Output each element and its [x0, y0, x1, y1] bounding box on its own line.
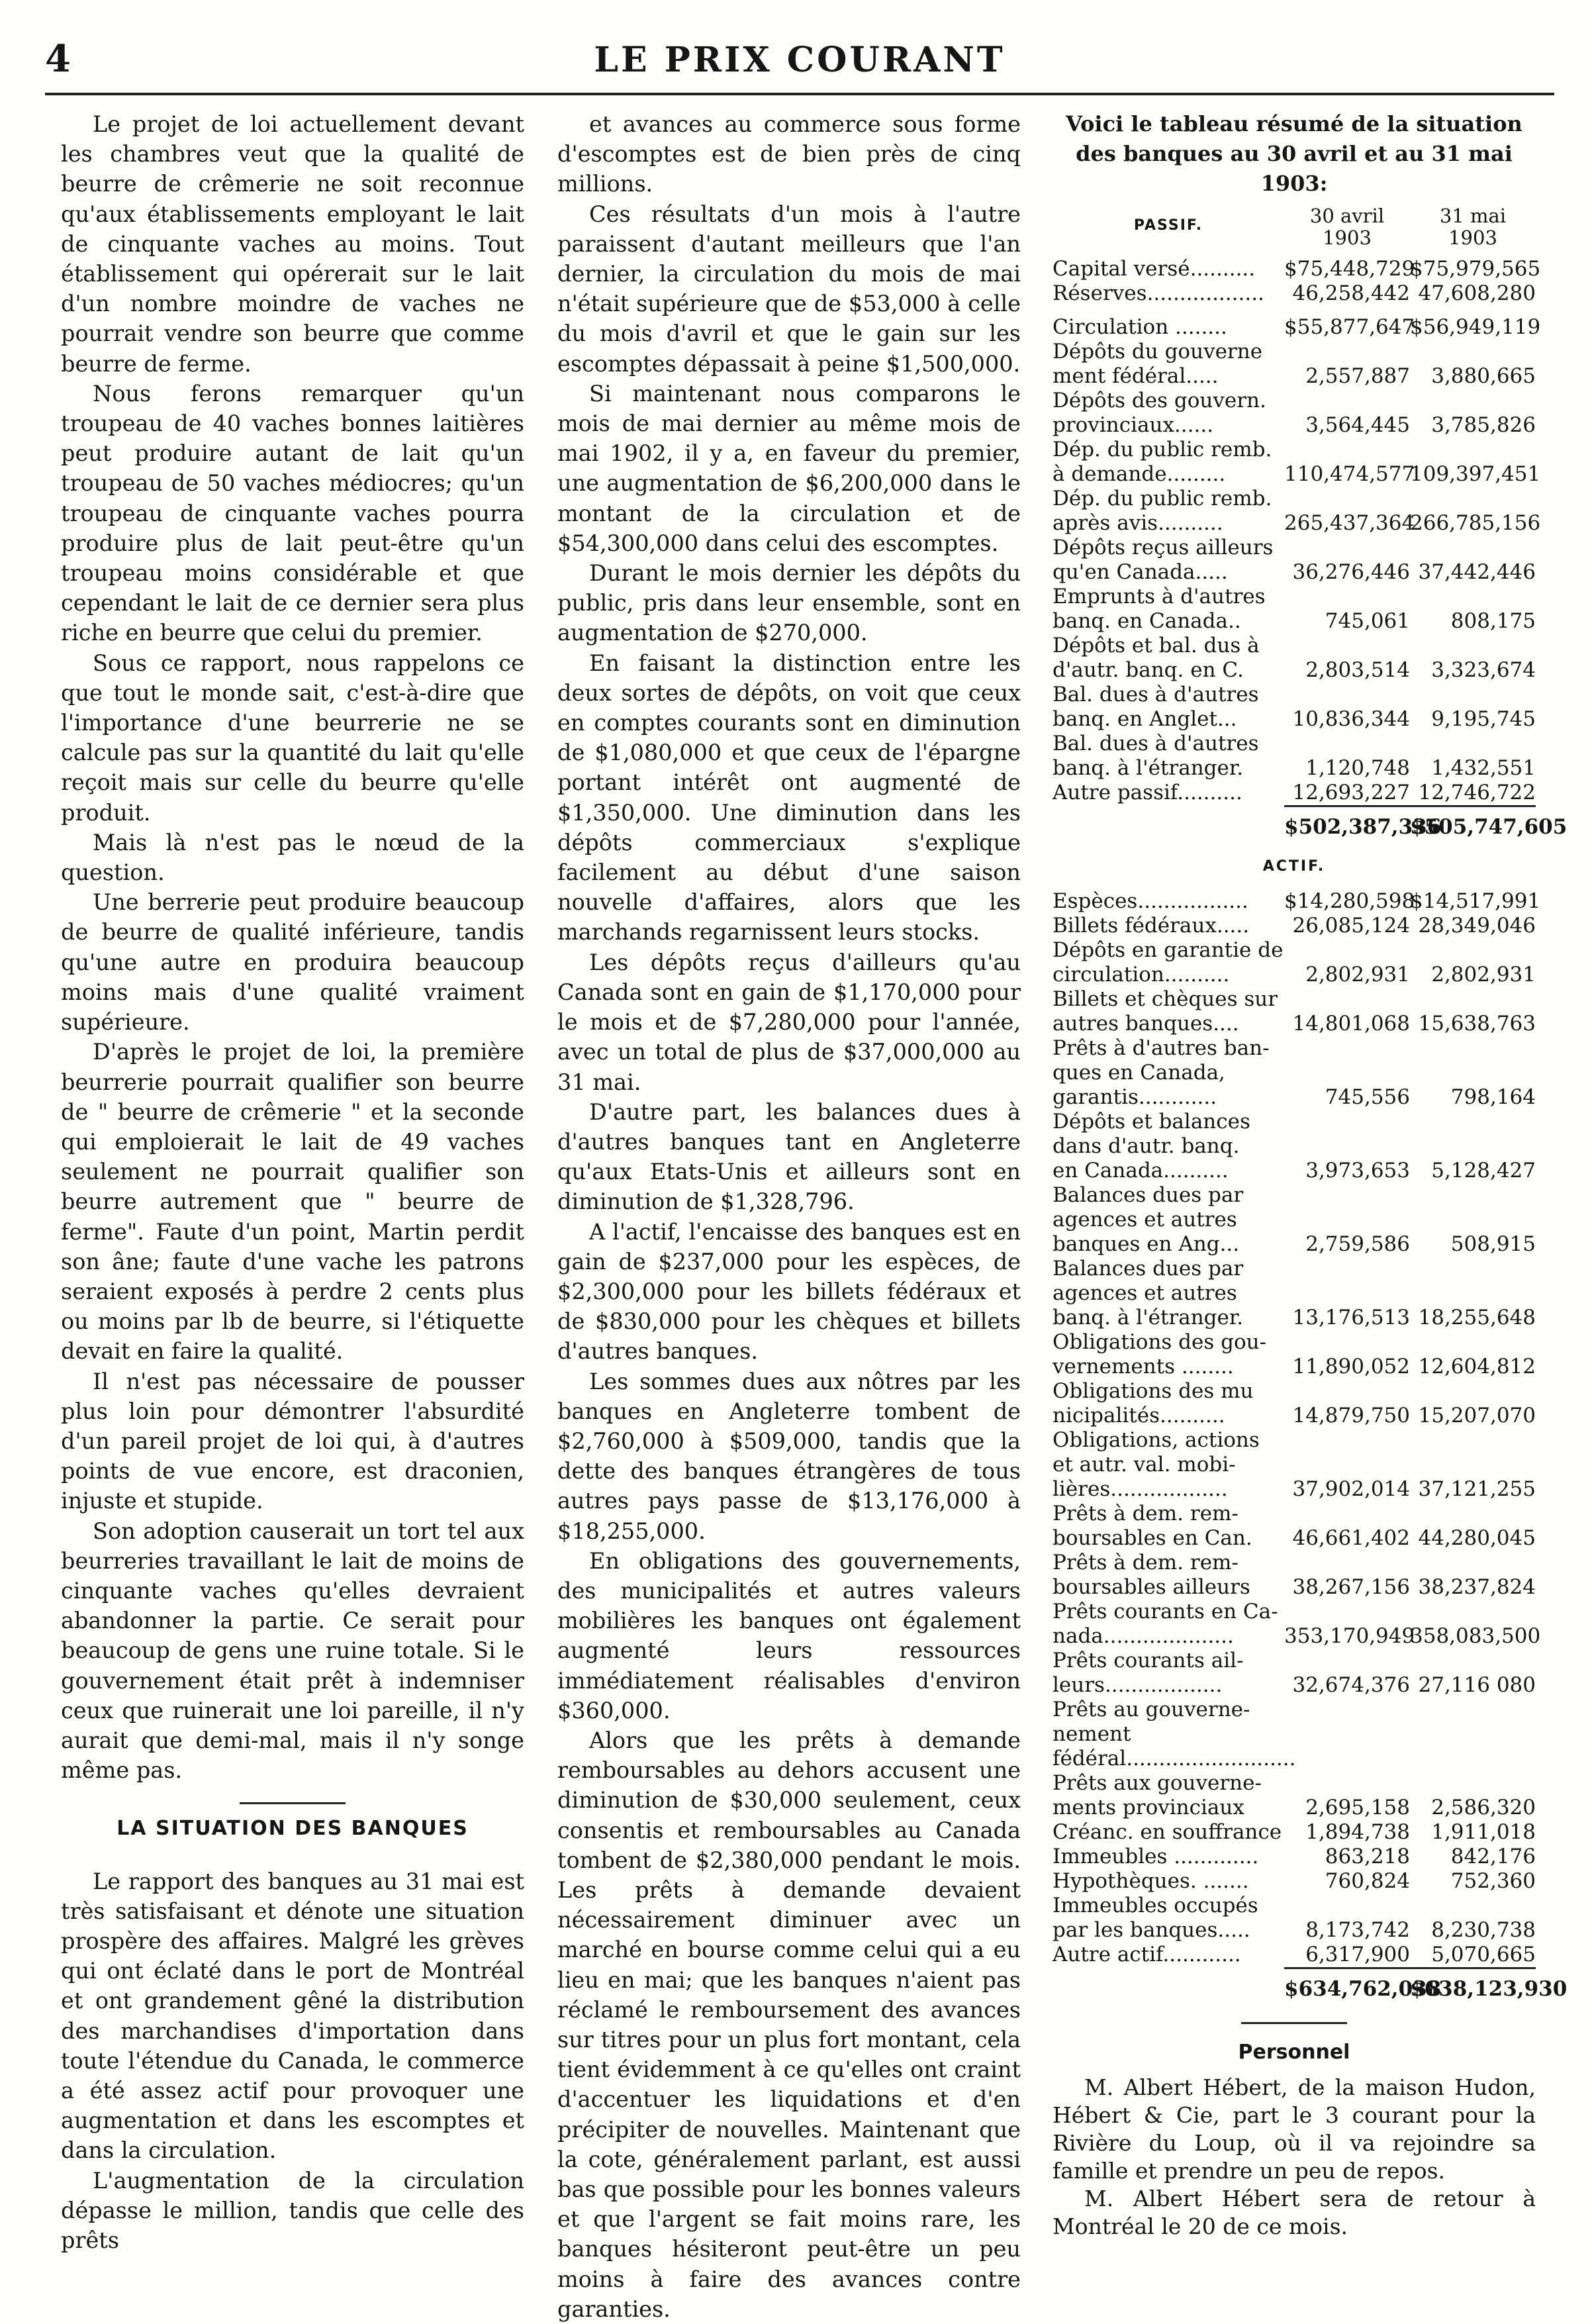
row-label: Billets fédéraux..... — [1053, 914, 1250, 938]
row-label: Obligations des mu nicipalités.......... — [1053, 1379, 1254, 1428]
value-april: 8,173,742 — [1305, 1918, 1410, 1943]
paragraph: Les sommes dues aux nôtres par les banques en Angleterre tombent de $2,760,000 à $509,000, tandis que la dette des banques étrangères de tous autres pays passe de $13,176,000 à $18,255,000. — [557, 1368, 1021, 1544]
row-gap — [1053, 306, 1536, 315]
row-label: Dépôts et bal. dus à d'autr. banq. en C. — [1053, 634, 1260, 682]
table-row — [1053, 1183, 1536, 1257]
paragraph: Le rapport des banques au 31 mai est très satisfaisant et dénote une situation prospère des affaires. Malgré les grèves qui ont éclaté dans le port de Montréal et ont grandement gêné la distribution des marchandises d'importation dans toute l'étendue du Canada, le commerce a été assez actif pour provoquer une augmentation et dans les escomptes et dans la circulation. — [61, 1868, 524, 2164]
paragraph: Si maintenant nous comparons le mois de mai dernier au même mois de mai 1902, il y a, en faveur du premier, une augmentation de $6,200,000 dans le montant de la circulation et de $54,300,000 dans celui des escomptes. — [557, 380, 1021, 556]
actif-total-may: $638,123,930 — [1410, 1977, 1568, 2002]
row-label: Espèces................. — [1053, 889, 1248, 914]
table-row — [1053, 1820, 1536, 1845]
value-april: 2,802,931 — [1305, 963, 1410, 987]
value-april: 110,474,577 — [1284, 462, 1415, 486]
value-may: 808,175 — [1450, 609, 1536, 633]
row-label: Prêts à dem. rem- boursables en Can. — [1053, 1502, 1252, 1551]
column-1 — [61, 109, 524, 2255]
row-label: Créanc. en souffrance — [1053, 1820, 1282, 1845]
row-label: Obligations des gou- vernements ........ — [1053, 1330, 1267, 1379]
personnel-heading: Personnel — [1238, 2040, 1350, 2064]
paragraph: Son adoption causerait un tort tel aux beurreries travaillant le lait de moins de cinquante vaches qu'elles devraient abandonner la partie. Ce serait pour beaucoup de gens une ruine totale. Si le gouvernement était prêt à indemniser ceux que ruinerait une loi pareille, il n'y aurait que demi-mal, mais il n'y songe même pas. — [61, 1518, 524, 1784]
passif-total — [1053, 812, 1568, 842]
paragraph: Durant le mois dernier les dépôts du public, pris dans leur ensemble, sont en augmentation de $270,000. — [557, 560, 1021, 646]
value-may: 37,121,255 — [1418, 1477, 1536, 1502]
row-label: Hypothèques. ....... — [1053, 1869, 1249, 1894]
section-divider — [240, 1802, 346, 1804]
actif-total — [1053, 1974, 1568, 2004]
row-label: Balances dues par agences et autres banques en Ang... — [1053, 1183, 1244, 1257]
value-may: 109,397,451 — [1410, 462, 1541, 486]
value-april: 745,061 — [1325, 609, 1410, 633]
value-may: 37,442,446 — [1418, 560, 1536, 584]
paragraph: et avances au commerce sous forme d'escomptes est de bien près de cinq millions. — [557, 111, 1021, 197]
value-may: 358,083,500 — [1410, 1624, 1541, 1649]
paragraph: M. Albert Hébert, de la maison Hudon, Hébert & Cie, part le 3 courant pour la Rivière du Loup, où il va rejoindre sa famille et prendre un peu de repos. — [1053, 2074, 1536, 2184]
value-april: $75,448,729 — [1284, 257, 1415, 281]
value-may: 8,230,738 — [1431, 1918, 1536, 1943]
col-header-april: 30 avril 1903 — [1309, 205, 1385, 249]
value-may: 1,432,551 — [1431, 756, 1536, 780]
table-row — [1053, 1257, 1536, 1330]
value-may: 9,195,745 — [1431, 707, 1536, 731]
value-may: 266,785,156 — [1410, 511, 1541, 535]
value-may: 18,255,648 — [1418, 1306, 1536, 1330]
value-april: 353,170,949 — [1284, 1624, 1415, 1649]
row-label: Prêts courants ail- leurs.................. — [1053, 1649, 1244, 1698]
row-label: Prêts aux gouverne- ments provinciaux — [1053, 1771, 1262, 1820]
table-row — [1053, 987, 1536, 1036]
paragraph: Une berrerie peut produire beaucoup de beurre de qualité inférieure, tandis qu'une autre en produira beaucoup moins mais d'une qualité vraiment supérieure. — [61, 889, 524, 1036]
value-april: 11,890,052 — [1292, 1355, 1410, 1379]
table-row — [1053, 1845, 1536, 1869]
paragraph: Nous ferons remarquer qu'un troupeau de 40 vaches bonnes laitières peut produire autant de lait qu'un troupeau de 50 vaches médiocres; qu'un troupeau de cinquante vaches pourra produire plus de lait peut-être qu'un troupeau moins considérable et que cependant le lait de ce dernier sera plus riche en beurre que celui du premier. — [61, 380, 524, 646]
table-row — [1053, 938, 1536, 987]
value-may: 1,911,018 — [1431, 1820, 1536, 1845]
value-april: 26,085,124 — [1292, 914, 1410, 938]
value-may: 5,070,665 — [1431, 1943, 1536, 1967]
value-april: 745,556 — [1325, 1085, 1410, 1110]
paragraph: Il n'est pas nécessaire de pousser plus loin pour démontrer l'absurdité d'un pareil projet de loi qui, à d'autres points de vue encore, est draconien, injuste et stupide. — [61, 1368, 524, 1514]
table-row — [1053, 585, 1536, 634]
row-label: Réserves.................. — [1053, 281, 1264, 305]
row-label: Immeubles occupés par les banques..... — [1053, 1894, 1258, 1943]
value-may: 3,323,674 — [1431, 658, 1536, 682]
table-row — [1053, 281, 1536, 306]
passif-total-may: $505,747,605 — [1410, 815, 1568, 839]
value-april: 46,258,442 — [1292, 281, 1410, 305]
value-april: 13,176,513 — [1292, 1306, 1410, 1330]
value-april: 3,973,653 — [1305, 1159, 1410, 1183]
row-label: Bal. dues à d'autres banq. en Anglet... — [1053, 683, 1259, 731]
row-label: Emprunts à d'autres banq. en Canada.. — [1053, 585, 1266, 633]
row-label: Dépôts en garantie de circulation.......... — [1053, 938, 1284, 987]
value-april: 1,894,738 — [1305, 1820, 1410, 1845]
value-april: 2,803,514 — [1305, 658, 1410, 682]
table-row — [1053, 1698, 1536, 1771]
table-row — [1053, 1649, 1536, 1698]
article-banks-start — [61, 1866, 524, 2256]
table-row — [1053, 1771, 1536, 1820]
sum-rule — [1284, 1967, 1536, 1969]
table-row — [1053, 257, 1541, 281]
value-april: 863,218 — [1325, 1845, 1410, 1869]
paragraph: A l'actif, l'encaisse des banques est en gain de $237,000 pour les espèces, de $2,300,000 pour les billets fédéraux et de $830,000 pour les chèques et billets d'autres banques. — [557, 1218, 1021, 1365]
value-may: 798,164 — [1450, 1085, 1536, 1110]
masthead-title: LE PRIX COURANT — [594, 40, 1006, 80]
value-april: 265,437,364 — [1284, 511, 1415, 535]
value-april: 12,693,227 — [1292, 781, 1410, 804]
value-april: 2,695,158 — [1305, 1796, 1410, 1820]
table-row — [1053, 340, 1536, 389]
personnel-article — [1053, 2074, 1536, 2241]
value-april: 14,879,750 — [1292, 1404, 1410, 1428]
table-row — [1053, 781, 1536, 805]
value-april: $55,877,647 — [1284, 315, 1415, 339]
value-april: 37,902,014 — [1292, 1477, 1410, 1502]
table-row — [1053, 1600, 1541, 1649]
table-row — [1053, 1894, 1536, 1943]
table-intro: Voici le tableau résumé de la situation des banques au 30 avril et au 31 mai 1903: — [1066, 111, 1522, 196]
row-label: Autre passif.......... — [1053, 781, 1242, 804]
value-may: 12,746,722 — [1418, 781, 1536, 804]
value-april: 760,824 — [1325, 1869, 1410, 1894]
value-april: $14,280,598 — [1284, 889, 1415, 914]
row-label: Dépôts reçus ailleurs qu'en Canada..... — [1053, 536, 1274, 584]
row-label: Prêts courants en Ca- nada.................... — [1053, 1600, 1278, 1649]
table-row — [1053, 536, 1536, 585]
table-row — [1053, 1502, 1536, 1551]
value-may: 12,604,812 — [1418, 1355, 1536, 1379]
value-may: 3,785,826 — [1431, 413, 1536, 437]
table-row — [1053, 1110, 1536, 1183]
article-banks-continued — [557, 109, 1021, 2324]
table-row — [1053, 889, 1541, 914]
value-may: 752,360 — [1450, 1869, 1536, 1894]
passif-label: PASSIF. — [1133, 217, 1203, 234]
value-april: 3,564,445 — [1305, 413, 1410, 437]
value-may: 38,237,824 — [1418, 1575, 1536, 1600]
paragraph: Sous ce rapport, nous rappelons ce que tout le monde sait, c'est-à-dire que l'importance d'une beurrerie ne se calcule pas sur la quantité du lait qu'elle reçoit mais sur celle du beurre qu'elle produit. — [61, 650, 524, 826]
actif-label: ACTIF. — [1262, 858, 1326, 875]
row-label: Prêts à d'autres ban- ques en Canada, garantis............ — [1053, 1036, 1270, 1110]
table-row — [1053, 1943, 1536, 1967]
paragraph: Mais là n'est pas le nœud de la question. — [61, 829, 524, 886]
value-may: 2,802,931 — [1431, 963, 1536, 987]
value-april: 2,557,887 — [1305, 364, 1410, 388]
row-label: Dép. du public remb. après avis.......... — [1053, 487, 1272, 535]
value-may: 2,586,320 — [1431, 1796, 1536, 1820]
page-number: 4 — [45, 37, 71, 81]
row-label: Dépôts des gouvern. provinciaux...... — [1053, 389, 1266, 437]
col-header-may: 31 mai 1903 — [1439, 205, 1507, 249]
paragraph: En faisant la distinction entre les deux sortes de dépôts, on voit que ceux en comptes courants sont en diminution de $1,080,000 et que ceux de l'épargne portant intérêt ont augmenté de $1,350,000. Une diminution dans les dépôts commerciaux s'explique facilement au début d'une saison nouvelle d'affaires, alors que les marchands regarnissent leurs stocks. — [557, 650, 1021, 945]
value-april: 36,276,446 — [1292, 560, 1410, 584]
row-label: Prêts à dem. rem- boursables ailleurs — [1053, 1551, 1250, 1600]
table-row — [1053, 1379, 1536, 1428]
paragraph: D'autre part, les balances dues à d'autres banques tant en Angleterre qu'aux Etats-Unis et ailleurs sont en diminution de $1,328,796. — [557, 1098, 1021, 1215]
section-divider — [1241, 2022, 1347, 2024]
paragraph: M. Albert Hébert sera de retour à Montréal le 20 de ce mois. — [1053, 2185, 1536, 2239]
actif-table — [1053, 889, 1541, 1967]
paragraph: Les dépôts reçus d'ailleurs qu'au Canada sont en gain de $1,170,000 pour le mois et de $7,280,000 pour l'année, avec un total de plus de $37,000,000 au 31 mai. — [557, 949, 1021, 1095]
row-label: Bal. dues à d'autres banq. à l'étranger. — [1053, 732, 1259, 780]
table-row — [1053, 438, 1541, 487]
value-may: $14,517,991 — [1410, 889, 1541, 914]
table-header — [1053, 205, 1536, 249]
row-label: Obligations, actions et autr. val. mobi- lières.................. — [1053, 1428, 1260, 1502]
value-april: 6,317,900 — [1305, 1943, 1410, 1967]
table-row — [1053, 634, 1536, 683]
value-april: 10,836,344 — [1292, 707, 1410, 731]
value-may: 508,915 — [1450, 1232, 1536, 1257]
value-april: 2,759,586 — [1305, 1232, 1410, 1257]
paragraph: Alors que les prêts à demande remboursables au dehors accusent une diminution de $30,000 seulement, ceux consentis et remboursables au Canada tombent de $2,380,000 pendant le mois. Les prêts à demande devaient nécessairement diminuer avec un marché en bourse comme celui qui a eu lieu en mai; que les banques n'aient pas réclamé le remboursement des avances sur titres pour un plus fort montant, cela tient évidemment à ce qu'elles ont craint d'accentuer les liquidations et d'en précipiter de nouvelles. Maintenant que la cote, généralement parlant, est aussi bas que possible pour les bonnes valeurs et que l'argent se fait moins rare, les banques hésiteront peut-être un peu moins à faire des avances contre garanties. — [557, 1727, 1021, 2322]
passif-total-april: $502,387,336 — [1284, 815, 1442, 839]
section-heading: LA SITUATION DES BANQUES — [117, 1817, 469, 1841]
value-may: 47,608,280 — [1418, 281, 1536, 305]
value-may: 3,880,665 — [1431, 364, 1536, 388]
value-may: $75,979,565 — [1410, 257, 1541, 281]
paragraph: Ces résultats d'un mois à l'autre paraissent d'autant meilleurs que l'an dernier, la circulation du mois de mai n'était supérieure que de $53,000 à celle du mois d'avril et que le gain sur les escomptes dépassait à peine $1,500,000. — [557, 201, 1021, 377]
table-row — [1053, 914, 1536, 938]
row-label: Capital versé.......... — [1053, 257, 1256, 281]
table-row — [1053, 315, 1541, 340]
table-row — [1053, 487, 1541, 536]
paragraph: D'après le projet de loi, la première beurrerie pourrait qualifier son beurre de " beurre de crêmerie " et la seconde qui emploierait le lait de 49 vaches seulement ne pourrait qualifier son beurre autrement que " beurre de ferme". Faute d'un point, Martin perdit son âne; faute d'une vache les patrons seraient exposés à perdre 2 cents plus ou moins par lb de beurre, si l'étiquette devait en faire la qualité. — [61, 1039, 524, 1365]
row-label: Prêts au gouverne- nement fédéral.......................... — [1053, 1698, 1296, 1771]
row-label: Immeubles ............. — [1053, 1845, 1259, 1869]
table-row — [1053, 683, 1536, 732]
table-row — [1053, 1036, 1536, 1110]
table-row — [1053, 1869, 1536, 1894]
value-may: 15,638,763 — [1418, 1012, 1536, 1036]
value-may: 44,280,045 — [1418, 1526, 1536, 1551]
value-may: 28,349,046 — [1418, 914, 1536, 938]
value-april: 46,661,402 — [1292, 1526, 1410, 1551]
paragraph: En obligations des gouvernements, des municipalités et autres valeurs mobilières les banques ont également augmenté leurs ressources immédiatement réalisables d'environ $360,000. — [557, 1547, 1021, 1723]
table-row — [1053, 1428, 1536, 1502]
article-butter — [61, 109, 524, 1785]
row-label: Billets et chèques sur autres banques.... — [1053, 987, 1278, 1036]
value-may: 15,207,070 — [1418, 1404, 1536, 1428]
table-row — [1053, 732, 1536, 781]
sum-rule — [1284, 805, 1536, 807]
row-label: Circulation ........ — [1053, 315, 1227, 339]
value-may: 27,116 080 — [1418, 1673, 1536, 1698]
value-may: 5,128,427 — [1431, 1159, 1536, 1183]
row-label: Dépôts et balances dans d'autr. banq. en Canada.......... — [1053, 1110, 1250, 1183]
value-may: 842,176 — [1450, 1845, 1536, 1869]
value-april: 38,267,156 — [1292, 1575, 1410, 1600]
row-label: Balances dues par agences et autres banq. à l'étranger. — [1053, 1257, 1244, 1330]
passif-table — [1053, 257, 1541, 805]
table-row — [1053, 389, 1536, 438]
header-rule — [45, 93, 1554, 95]
row-label: Autre actif............ — [1053, 1943, 1241, 1967]
value-april: 1,120,748 — [1305, 756, 1410, 780]
value-may: $56,949,119 — [1410, 315, 1541, 339]
paragraph: Le projet de loi actuellement devant les chambres veut que la qualité de beurre de crêmerie ne soit reconnue qu'aux établissements employant le lait de cinquante vaches au moins. Tout établissement qui opérerait sur le lait d'un nombre moindre de vaches ne pourrait vendre son beurre que comme beurre de ferme. — [61, 111, 524, 377]
row-label: Dép. du public remb. à demande......... — [1053, 438, 1272, 486]
row-label: Dépôts du gouverne ment fédéral..... — [1053, 340, 1263, 388]
paragraph: L'augmentation de la circulation dépasse le million, tandis que celle des prêts — [61, 2167, 524, 2254]
page-header — [45, 34, 1554, 101]
value-april: 32,674,376 — [1292, 1673, 1410, 1698]
actif-total-april: $634,762,038 — [1284, 1977, 1442, 2002]
column-2 — [557, 109, 1021, 2324]
table-row — [1053, 1330, 1536, 1379]
column-3 — [1053, 109, 1568, 2241]
table-row — [1053, 1551, 1536, 1600]
value-april: 14,801,068 — [1292, 1012, 1410, 1036]
